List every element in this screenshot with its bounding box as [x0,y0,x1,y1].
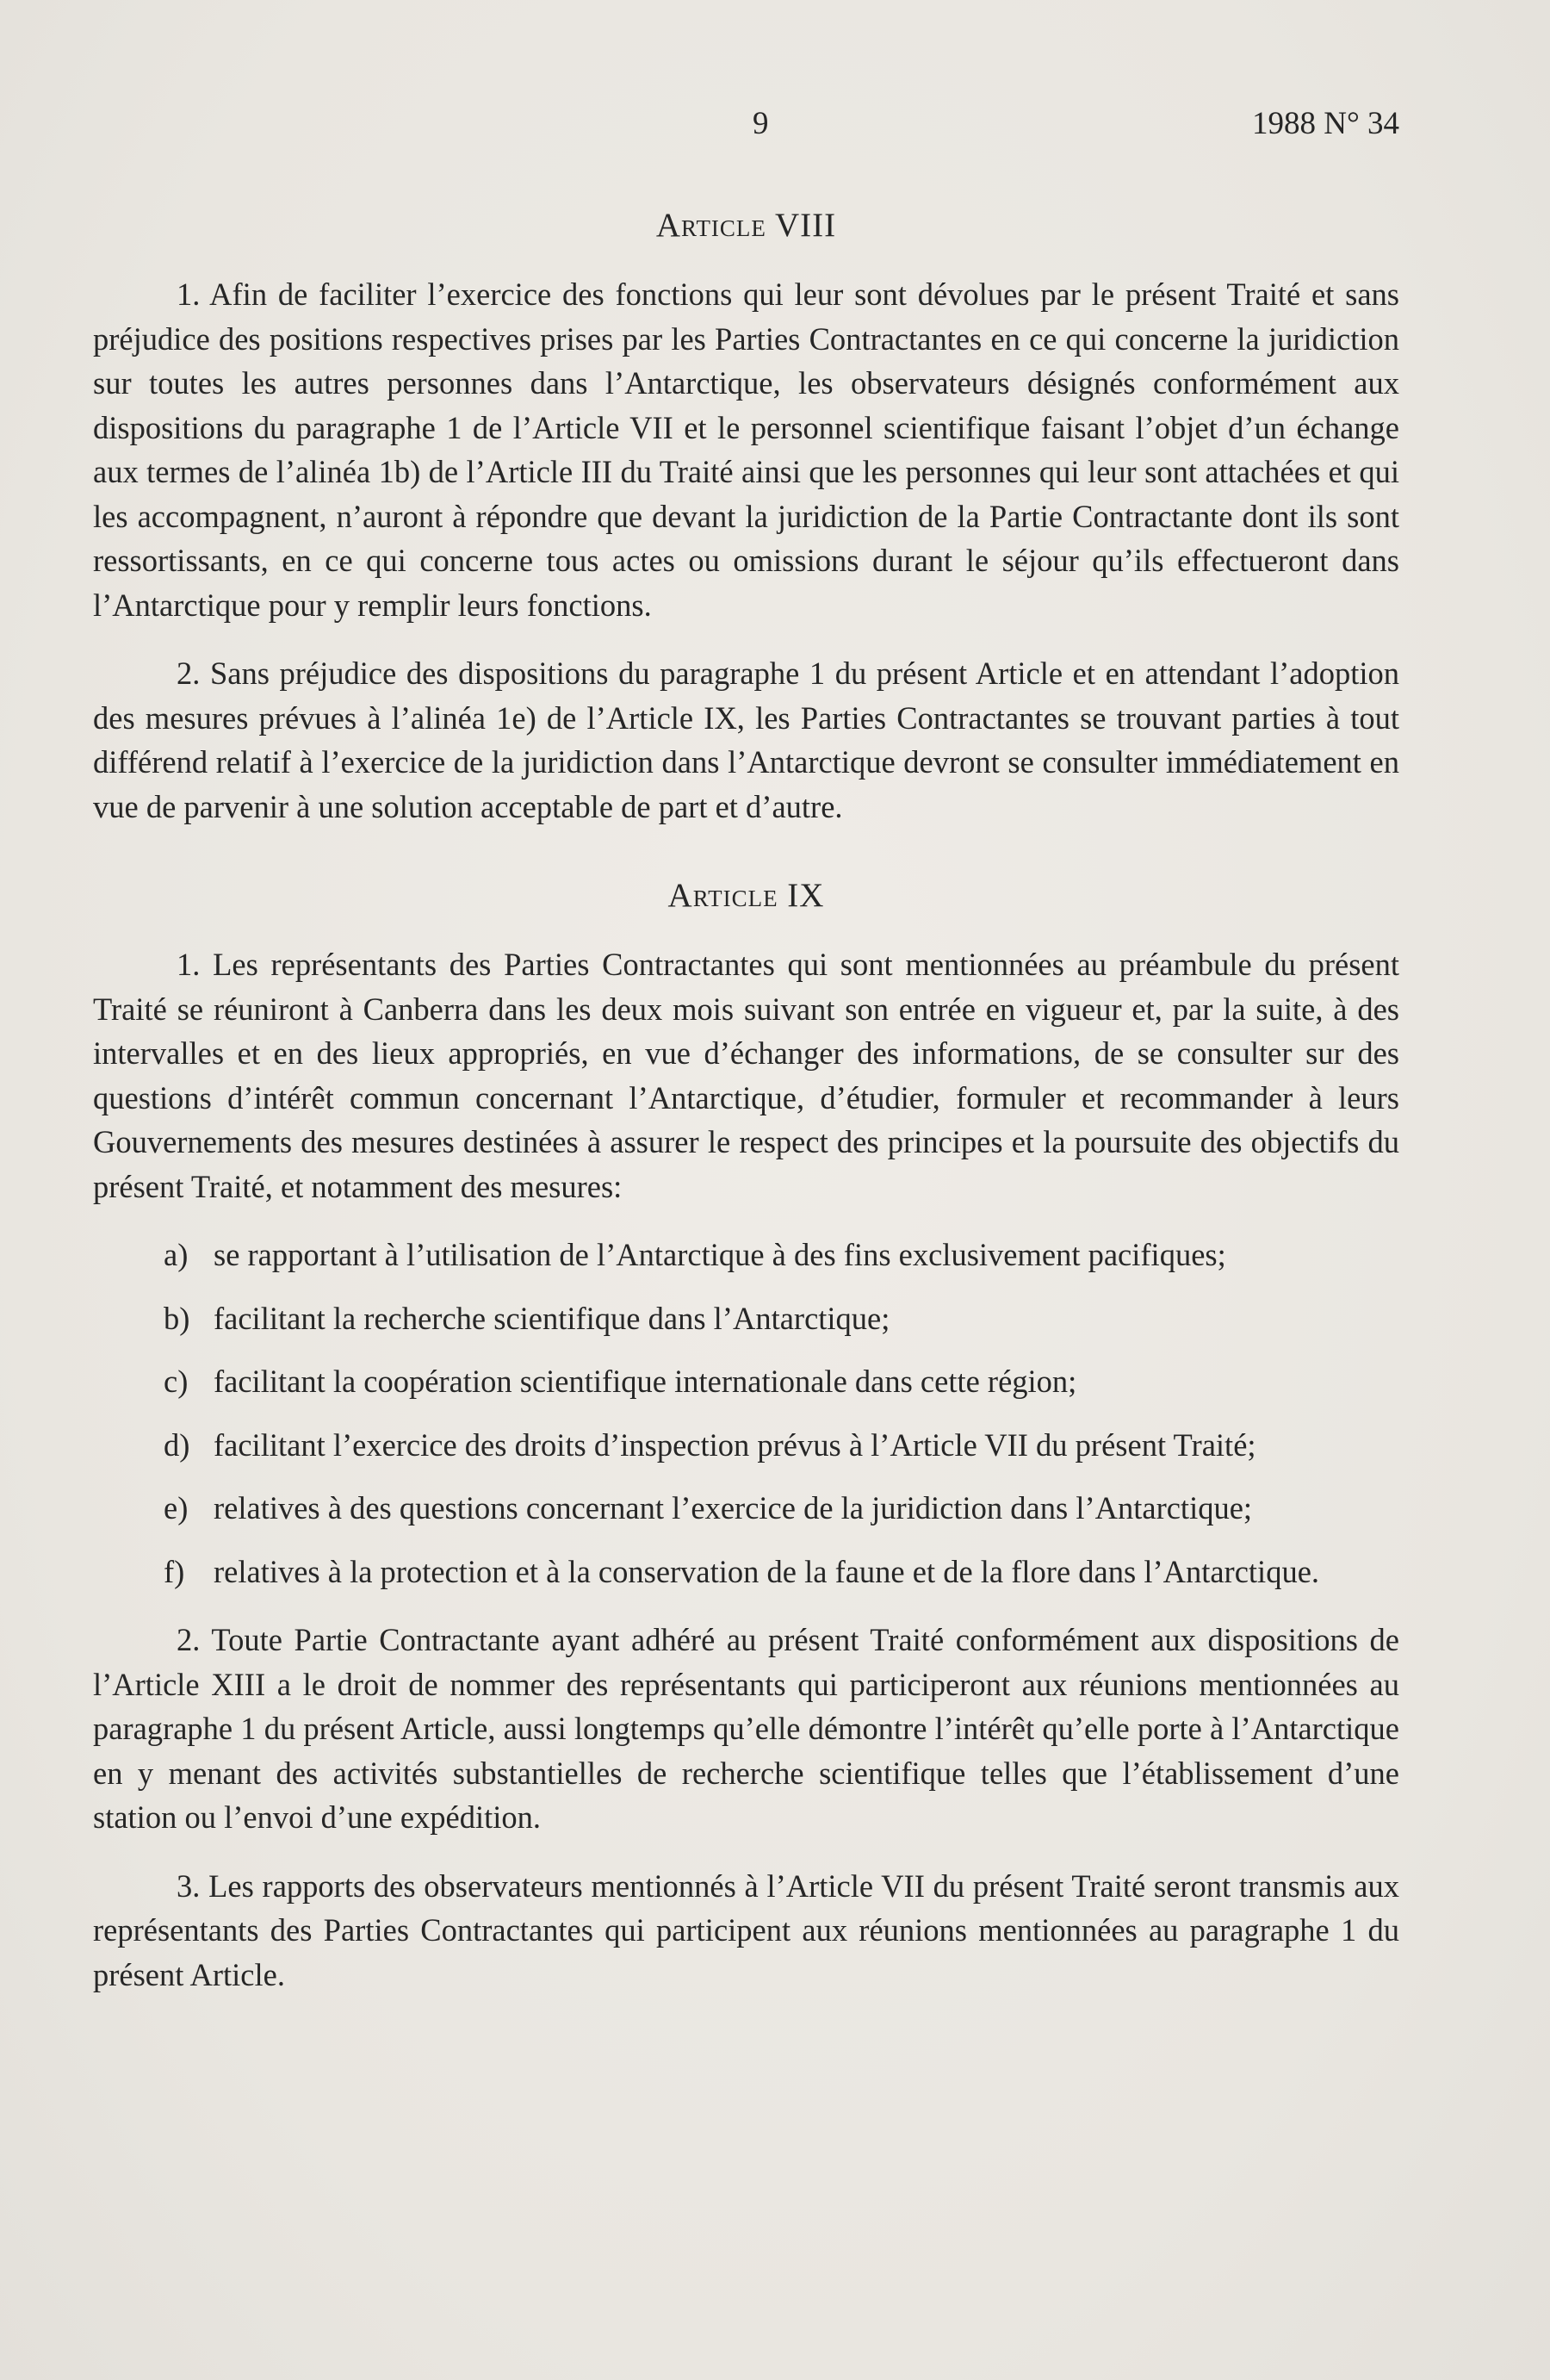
list-item-text: facilitant la recherche scientifique dans l’Antarctique; [214,1300,890,1336]
list-item-text: relatives à la protection et à la conservation de la faune et de la flore dans l’Antarctique. [214,1553,1320,1589]
list-item-letter: a) [164,1237,189,1272]
list-item-letter: d) [164,1426,190,1463]
article-viii-paragraph-2: 2. Sans préjudice des dispositions du paragraphe 1 du présent Article et en attendant l’adoption des mesures prévues à l’alinéa 1e) de l’Article IX, les Parties Contractantes se trouvant parties à tout différend relatif à l’exercice de la juridiction dans l’Antarctique devront se consulter immédiatement en vue de parvenir à une solution acceptable de part et d’autre. [93,656,1399,824]
list-item-text: relatives à des questions concernant l’exercice de la juridiction dans l’Antarctique; [214,1490,1253,1526]
article-ix-paragraph-2: 2. Toute Partie Contractante ayant adhéré au présent Traité conformément aux dispositions de l’Article XIII a le droit de nommer des représentants qui participeront aux réunions mentionnées au paragraphe 1 du présent Article, aussi longtemps qu’elle démontre l’intérêt qu’elle porte à l’Antarctique en y menant des activités substantielles de recherche scientifique telles que l’établissement d’une station ou l’envoi d’une expédition. [93,1622,1399,1835]
list-item-letter: e) [164,1490,189,1526]
article-viii-heading: Article VIII [655,207,837,244]
publication-year-number: 1988 N° 34 [1251,106,1399,141]
list-item [93,1359,1399,1404]
article-viii-paragraph-1: 1. Afin de faciliter l’exercice des fonctions qui leur sont dévolues par le présent Traité et sans préjudice des positions respectives prises par les Parties Contractantes en ce qui concerne la juridiction sur toutes les autres personnes dans l’Antarctique, les observateurs désignés conformément aux dispositions du paragraphe 1 de l’Article VII et le personnel scientifique faisant l’objet d’un échange aux termes de l’alinéa 1b) de l’Article III du Traité ainsi que les personnes qui leur sont attachées et qui les accompagnent, n’auront à répondre que devant la juridiction de la Partie Contractante dont ils sont ressortissants, en ce qui concerne tous actes ou omissions durant le séjour qu’ils effectueront dans l’Antarctique pour y remplir leurs fonctions. [93,277,1399,623]
page-header [0,105,1550,148]
list-item-text: se rapportant à l’utilisation de l’Antarctique à des fins exclusivement pacifiques; [214,1237,1226,1272]
list-item [93,1423,1399,1468]
list-item-letter: b) [164,1300,190,1336]
page-number: 9 [753,106,769,141]
list-item-letter: f) [164,1553,185,1589]
list-item-text: facilitant la coopération scientifique internationale dans cette région; [214,1364,1077,1399]
article-ix-heading: Article IX [667,877,825,914]
list-item [93,1486,1399,1531]
list-item-text: facilitant l’exercice des droits d’inspection prévus à l’Article VII du présent Traité; [214,1426,1256,1463]
article-ix-paragraph-1: 1. Les représentants des Parties Contractantes qui sont mentionnées au préambule du présent Traité se réuniront à Canberra dans les deux mois suivant son entrée en vigueur et, par la suite, à des intervalles et en des lieux appropriés, en vue d’échanger des informations, de se consulter sur des questions d’intérêt commun concernant l’Antarctique, d’étudier, formuler et recommander à leurs Gouvernements des mesures destinées à assurer le respect des principes et la poursuite des objectifs du présent Traité, et notamment des mesures: [93,947,1399,1204]
document-body [93,203,1399,1997]
list-item [93,1233,1399,1277]
list-item [93,1296,1399,1341]
list-item [93,1550,1399,1594]
article-ix-measures-list [93,1233,1399,1594]
article-ix-paragraph-3: 3. Les rapports des observateurs mentionnés à l’Article VII du présent Traité seront transmis aux représentants des Parties Contractantes qui participent aux réunions mentionnées au paragraphe 1 du présent Article. [93,1867,1399,1992]
list-item-letter: c) [164,1364,189,1399]
